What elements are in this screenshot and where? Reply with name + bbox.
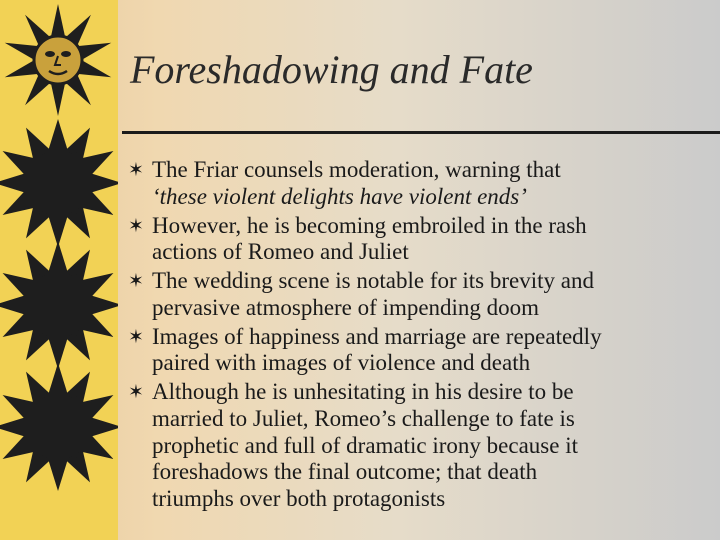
title-underline <box>122 131 720 134</box>
bullet-line: triumphs over both protagonists <box>152 485 446 511</box>
asterisk-star-icon: ✶ <box>128 215 144 237</box>
bullet-line: The Friar counsels moderation, warning that <box>152 157 561 182</box>
bullet-line: pervasive atmosphere of impending doom <box>152 294 540 320</box>
sun-eye <box>45 51 55 57</box>
asterisk-star-icon: ✶ <box>128 271 144 293</box>
bullet-line: The wedding scene is notable for its brevity and <box>152 268 594 294</box>
sun-sidebar <box>0 0 118 540</box>
bullet-line: foreshadows the final outcome; that death <box>152 459 538 485</box>
bullet-line-quote: ‘these violent delights have violent ends’ <box>152 183 527 209</box>
sun-disc <box>24 271 92 339</box>
bullet-line: Images of happiness and marriage are repeatedly <box>152 323 602 349</box>
asterisk-star-icon: ✶ <box>128 326 144 348</box>
bullet-item <box>128 324 713 377</box>
bullet-item <box>128 268 713 321</box>
sun-ray <box>50 80 65 116</box>
bullet-line: actions of Romeo and Juliet <box>152 239 409 265</box>
sun-disc <box>24 393 92 461</box>
bullet-list <box>128 157 713 515</box>
sun-decoration <box>0 0 118 540</box>
bullet-line: married to Juliet, Romeo’s challenge to fate is <box>152 405 575 431</box>
sun-eye <box>61 51 71 57</box>
asterisk-star-icon: ✶ <box>128 382 144 404</box>
slide-title: Foreshadowing and Fate <box>130 47 533 92</box>
sun-disc <box>34 36 82 84</box>
sun-disc <box>24 149 92 217</box>
sun-ray <box>50 4 65 40</box>
bullet-item <box>128 157 713 210</box>
bullet-item <box>128 379 713 512</box>
bullet-line: prophetic and full of dramatic irony because it <box>152 432 578 458</box>
bullet-line: Although he is unhesitating in his desire to be <box>152 379 574 405</box>
asterisk-star-icon: ✶ <box>128 160 144 181</box>
bullet-item <box>128 213 713 266</box>
bullet-line: paired with images of violence and death <box>152 350 531 376</box>
bullet-line: However, he is becoming embroiled in the rash <box>152 212 587 238</box>
